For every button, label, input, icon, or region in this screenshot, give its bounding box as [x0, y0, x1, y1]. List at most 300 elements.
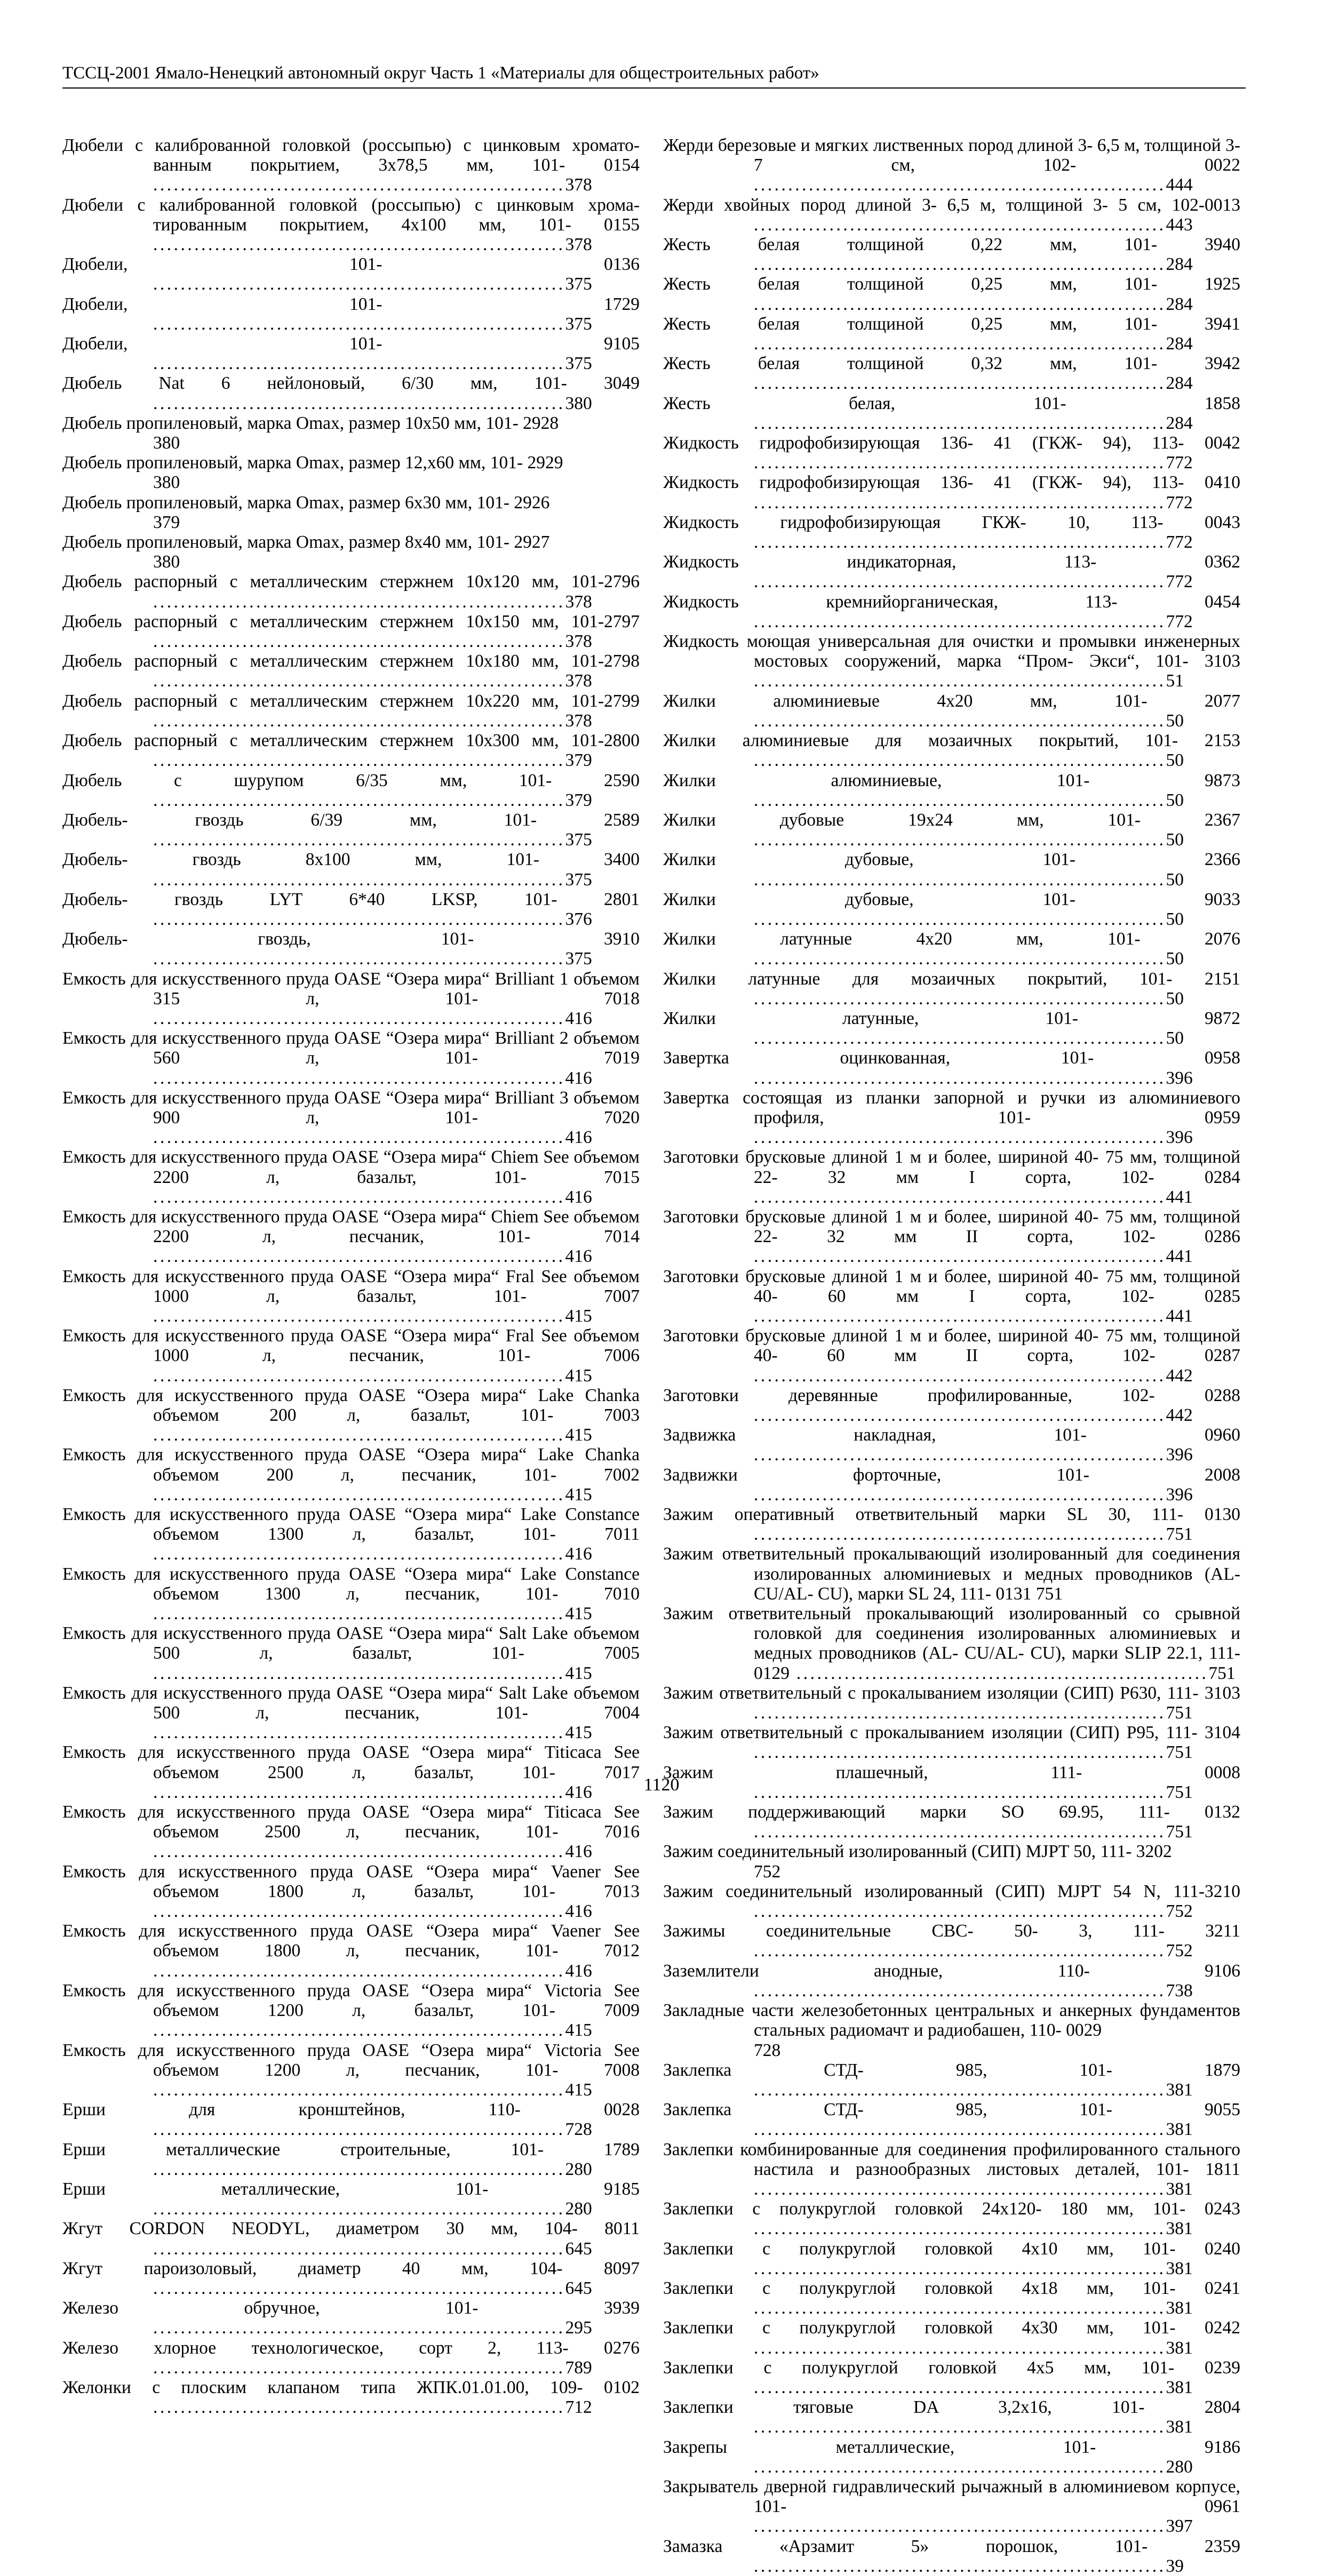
entry-page-number: 284	[1166, 373, 1193, 394]
entry-page-number: 51	[1166, 671, 1184, 691]
index-entry	[62, 929, 640, 969]
dot-leader: ............................................................	[754, 1365, 1166, 1386]
entry-page-number: 381	[1166, 2179, 1193, 2199]
index-entry	[62, 1802, 640, 1862]
index-entry	[663, 1088, 1240, 1148]
index-entry	[663, 1048, 1240, 1087]
entry-page-number: 50	[1166, 830, 1184, 850]
index-entry	[663, 1683, 1240, 1723]
entry-text: Дюбель Nat 6 нейлоновый, 6/30 мм, 101- 3049	[62, 373, 640, 394]
index-entry	[62, 135, 640, 195]
index-entry	[62, 1267, 640, 1326]
index-entry	[62, 532, 640, 572]
dot-leader: ............................................................	[754, 2457, 1166, 2477]
dot-leader: ............................................................	[754, 1028, 1166, 1049]
entry-text: Жилки дубовые 19х24 мм, 101- 2367	[663, 810, 1240, 830]
entry-page-number: 380	[153, 433, 180, 453]
dot-leader: ............................................................	[153, 354, 565, 374]
index-entry	[663, 890, 1240, 929]
entry-page-number: 379	[153, 512, 180, 532]
entry-text: Емкость для искусственного пруда OASE “Озера мира“ Lake Chanka объемом 200 л, базальт, 101- 7003	[62, 1385, 640, 1425]
entry-text: Заклепки с полукруглой головкой 4х5 мм, 101- 0239	[663, 2357, 1240, 2378]
entry-text: Завертка оцинкованная, 101- 0958	[663, 1048, 1240, 1068]
entry-text: Жилки латунные 4х20 мм, 101- 2076	[663, 929, 1240, 949]
index-entry	[62, 195, 640, 255]
dot-leader: ............................................................	[153, 631, 565, 652]
index-entry	[62, 2041, 640, 2100]
entry-text: Заклепка СТД- 985, 101- 1879	[663, 2060, 1240, 2080]
entry-page-number: 442	[1166, 1365, 1193, 1386]
index-entry	[663, 354, 1240, 393]
index-entry	[62, 1921, 640, 1981]
entry-page-number: 375	[565, 869, 592, 890]
index-entry	[663, 691, 1240, 731]
entry-page-number: 50	[1166, 1028, 1184, 1049]
dot-leader: ............................................................	[754, 254, 1166, 275]
index-entry	[62, 2219, 640, 2258]
entry-text: Заготовки брусковые длиной 1 м и более, шириной 40- 75 мм, толщиной 22- 32 мм II сорта, 102- 0286	[663, 1206, 1240, 1247]
entry-page-number: 751	[1166, 1742, 1193, 1763]
dot-leader: ............................................................	[153, 2397, 565, 2418]
entry-text: Зажим плашечный, 111- 0008	[663, 1762, 1240, 1782]
index-entry	[62, 2140, 640, 2179]
entry-page-number: 444	[1166, 175, 1193, 195]
dot-leader: ............................................................	[153, 1068, 565, 1088]
index-entry	[663, 631, 1240, 691]
entry-text: Заклепки с полукруглой головкой 4х10 мм, 101- 0240	[663, 2238, 1240, 2259]
dot-leader: ............................................................	[754, 988, 1166, 1009]
dot-leader: ............................................................	[754, 373, 1166, 394]
dot-leader: ............................................................	[754, 1127, 1166, 1148]
index-entry	[663, 195, 1240, 235]
entry-page-number: 375	[565, 314, 592, 334]
index-entry	[663, 1723, 1240, 1762]
index-entry	[663, 2001, 1240, 2060]
index-entry	[663, 2199, 1240, 2238]
index-entry	[663, 1802, 1240, 1842]
dot-leader: ............................................................	[153, 710, 565, 731]
entry-page-number: 381	[1166, 2338, 1193, 2358]
entry-text: Желонки с плоским клапаном типа ЖПК.01.01.00, 109- 0102	[62, 2377, 640, 2397]
index-entry	[663, 1842, 1240, 1881]
index-entry	[663, 2140, 1240, 2199]
entry-text: Зажим ответвительный прокалывающий изолированный со срывной головкой для соединения изолированных алюминиевых и медных проводников (AL- CU/AL- CU), марки SLIP 22.1, 111- 0129	[663, 1604, 1240, 1683]
entry-page-number: 728	[565, 2119, 592, 2140]
index-entry	[62, 254, 640, 294]
entry-page-number: 50	[1166, 710, 1184, 731]
entry-page-number: 379	[565, 790, 592, 810]
entry-page-number: 381	[1166, 2119, 1193, 2140]
entry-page-number: 284	[1166, 413, 1193, 433]
entry-page-number: 441	[1166, 1246, 1193, 1267]
index-entry	[62, 1445, 640, 1505]
entry-text: Заклепка СТД- 985, 101- 9055	[663, 2100, 1240, 2120]
entry-page-number: 416	[565, 1961, 592, 1981]
dot-leader: ............................................................	[754, 1524, 1166, 1545]
index-entry	[62, 2259, 640, 2298]
index-entry	[62, 2338, 640, 2378]
entry-page-number: 375	[565, 274, 592, 294]
index-entry	[663, 771, 1240, 810]
dot-leader: ............................................................	[153, 2357, 565, 2378]
index-entry	[62, 2378, 640, 2417]
index-entry	[663, 2537, 1240, 2576]
entry-text: Ерши для кронштейнов, 110- 0028	[62, 2100, 640, 2120]
entry-text: Заклепки комбинированные для соединения профилированного стального настила и разнообразных листовых деталей, 101- 1811	[663, 2139, 1240, 2179]
dot-leader: ............................................................	[153, 2199, 565, 2219]
entry-page-number: 415	[565, 1365, 592, 1386]
index-entry	[62, 850, 640, 889]
entry-page-number: 416	[565, 1068, 592, 1088]
entry-page-number: 728	[754, 2040, 781, 2060]
index-entry	[663, 2278, 1240, 2318]
index-entry	[663, 433, 1240, 473]
index-entry	[62, 651, 640, 691]
entry-text: Железо хлорное технологическое, сорт 2, 113- 0276	[62, 2338, 640, 2358]
entry-page-number: 378	[565, 591, 592, 612]
entry-text: Емкость для искусственного пруда OASE “Озера мира“ Vaener See объемом 1800 л, базальт, 101- 7013	[62, 1861, 640, 1901]
page-number: 1120	[643, 1775, 680, 1795]
entry-page-number: 381	[1166, 2258, 1193, 2278]
entry-text: Задвижка накладная, 101- 0960	[663, 1425, 1240, 1445]
entry-page-number: 415	[565, 1723, 592, 1743]
dot-leader: ............................................................	[754, 790, 1166, 810]
entry-text: Зажим соединительный изолированный (СИП) MJPT 54 N, 111-3210	[663, 1881, 1240, 1901]
entry-page-number: 416	[565, 1187, 592, 1207]
entry-text: Емкость для искусственного пруда OASE “Озера мира“ Lake Constance объемом 1300 л, базальт, 101- 7011	[62, 1505, 640, 1545]
entry-text: Жесть белая толщиной 0,25 мм, 101- 3941	[663, 314, 1240, 334]
index-entry	[663, 592, 1240, 631]
entry-page-number: 381	[1166, 2417, 1193, 2437]
index-entry	[663, 2437, 1240, 2477]
dot-leader: ............................................................	[754, 334, 1166, 354]
index-entry	[62, 453, 640, 492]
entry-text: Зажим соединительный изолированный (СИП) MJPT 50, 111- 3202	[663, 1842, 1172, 1862]
entry-page-number: 397	[1166, 2516, 1193, 2537]
dot-leader: ............................................................	[153, 1544, 565, 1564]
entry-page-number: 380	[565, 393, 592, 413]
index-entry	[62, 612, 640, 651]
dot-leader: ............................................................	[754, 2119, 1166, 2140]
dot-leader: ............................................................	[754, 611, 1166, 631]
index-entry	[62, 1623, 640, 1683]
entry-page-number: 645	[565, 2238, 592, 2259]
entry-text: Жилки алюминиевые 4х20 мм, 101- 2077	[663, 691, 1240, 711]
index-entry	[663, 2358, 1240, 2397]
index-entry	[62, 2179, 640, 2219]
entry-text: Заклепки с полукруглой головкой 24х120- 180 мм, 101- 0243	[663, 2199, 1240, 2219]
entry-page-number: 772	[1166, 453, 1193, 473]
index-entry	[62, 1207, 640, 1267]
entry-page-number: 396	[1166, 1068, 1193, 1088]
entry-page-number: 50	[1166, 790, 1184, 810]
dot-leader: ............................................................	[153, 1782, 565, 1802]
index-column-right	[663, 135, 1240, 2576]
index-entry	[663, 2397, 1240, 2437]
index-entry	[663, 1207, 1240, 1267]
index-entry	[62, 1147, 640, 1207]
entry-page-number: 50	[1166, 750, 1184, 771]
entry-text: Жилки латунные для мозаичных покрытий, 101- 2151	[663, 969, 1240, 989]
entry-page-number: 378	[565, 235, 592, 255]
dot-leader: ............................................................	[153, 2238, 565, 2259]
index-entry	[62, 810, 640, 850]
dot-leader: ............................................................	[153, 175, 565, 195]
entry-text: Жилки алюминиевые, 101- 9873	[663, 770, 1240, 790]
entry-page-number: 415	[565, 1604, 592, 1624]
entry-text: Ерши металлические, 101- 9185	[62, 2179, 640, 2199]
dot-leader: ............................................................	[153, 790, 565, 810]
entry-text: Емкость для искусственного пруда OASE “Озера мира“ Salt Lake объемом 500 л, базальт, 101- 7005	[62, 1623, 640, 1663]
entry-text: Дюбель пропиленовый, марка Omax, размер 6х30 мм, 101- 2926	[62, 492, 550, 513]
dot-leader: ............................................................	[754, 453, 1166, 473]
entry-page-number: 375	[565, 830, 592, 850]
dot-leader: ............................................................	[153, 909, 565, 929]
dot-leader: ............................................................	[153, 1306, 565, 1326]
dot-leader: ............................................................	[153, 2278, 565, 2298]
dot-leader: ............................................................	[754, 830, 1166, 850]
entry-page-number: 751	[1166, 1822, 1193, 1842]
index-entry	[663, 1505, 1240, 1544]
entry-page-number: 416	[565, 1782, 592, 1802]
entry-text: Дюбель- гвоздь, 101- 3910	[62, 929, 640, 949]
dot-leader: ............................................................	[754, 1980, 1166, 2001]
entry-text: Задвижки форточные, 101- 2008	[663, 1465, 1240, 1485]
index-entry	[663, 2060, 1240, 2100]
entry-page-number: 772	[1166, 492, 1193, 513]
index-entry	[663, 394, 1240, 433]
dot-leader: ............................................................	[153, 1961, 565, 1981]
entry-text: Жидкость индикаторная, 113- 0362	[663, 552, 1240, 572]
index-entry	[663, 1961, 1240, 2001]
entry-page-number: 751	[1166, 1782, 1193, 1802]
dot-leader: ............................................................	[153, 1246, 565, 1267]
entry-text: Железо обручное, 101- 3939	[62, 2298, 640, 2318]
entry-text: Закрыватель дверной гидравлический рычажный в алюминиевом корпусе, 101- 0961	[663, 2476, 1240, 2517]
entry-text: Емкость для искусственного пруда OASE “Озера мира“ Victoria See объемом 1200 л, песчаник, 101- 7008	[62, 2040, 640, 2080]
dot-leader: ............................................................	[754, 572, 1166, 592]
dot-leader: ............................................................	[153, 949, 565, 969]
dot-leader: ............................................................	[153, 671, 565, 691]
entry-page-number: 416	[565, 1544, 592, 1564]
entry-page-number: 379	[565, 750, 592, 771]
entry-text: Дюбели, 101- 0136	[62, 254, 640, 275]
entry-page-number: 381	[1166, 2298, 1193, 2318]
entry-text: Заготовки деревянные профилированные, 102- 0288	[663, 1385, 1240, 1405]
dot-leader: ............................................................	[754, 1782, 1166, 1802]
index-entry	[663, 1267, 1240, 1326]
entry-text: Жерди березовые и мягких лиственных пород длиной 3- 6,5 м, толщиной 3- 7 см, 102- 0022	[663, 135, 1240, 175]
entry-text: Жидкость моющая универсальная для очистки и промывки инженерных мостовых сооружений, марка “Пром- Экси“, 101- 3103	[663, 631, 1240, 671]
index-entry	[62, 2100, 640, 2139]
entry-text: Емкость для искусственного пруда OASE “Озера мира“ Fral See объемом 1000 л, песчаник, 101- 7006	[62, 1326, 640, 1366]
index-entry	[663, 314, 1240, 354]
entry-page-number: 416	[565, 1901, 592, 1922]
entry-text: Замазка «Арзамит 5» порошок, 101- 2359	[663, 2536, 1240, 2556]
entry-page-number: 376	[565, 909, 592, 929]
dot-leader: ............................................................	[153, 274, 565, 294]
index-entry	[62, 1088, 640, 1148]
entry-text: Завертка состоящая из планки запорной и ручки из алюминиевого профиля, 101- 0959	[663, 1087, 1240, 1127]
index-entry	[62, 334, 640, 373]
index-entry	[62, 890, 640, 929]
dot-leader: ............................................................	[153, 2119, 565, 2140]
index-entry	[663, 1921, 1240, 1961]
index-entry	[663, 2318, 1240, 2357]
dot-leader: ............................................................	[153, 1663, 565, 1683]
entry-text: Емкость для искусственного пруда OASE “Озера мира“ Titicaca See объемом 2500 л, песчаник, 101- 7016	[62, 1802, 640, 1842]
entry-text: Жесть белая толщиной 0,22 мм, 101- 3940	[663, 235, 1240, 255]
index-entry	[62, 493, 640, 532]
entry-page-number: 284	[1166, 254, 1193, 275]
index-entry	[663, 235, 1240, 274]
header-rule	[62, 87, 1246, 89]
dot-leader: ............................................................	[754, 2219, 1166, 2239]
dot-leader: ............................................................	[153, 830, 565, 850]
entry-text: Жесть белая, 101- 1858	[663, 393, 1240, 413]
entry-page-number: 441	[1166, 1187, 1193, 1207]
entry-text: Зажимы соединительные СВС- 50- 3, 111- 3211	[663, 1921, 1240, 1941]
entry-text: Заготовки брусковые длиной 1 м и более, шириной 40- 75 мм, толщиной 40- 60 мм I сорта, 102- 0285	[663, 1266, 1240, 1306]
entry-page-number: 415	[565, 1484, 592, 1505]
dot-leader: ............................................................	[153, 591, 565, 612]
entry-text: Дюбель распорный с металлическим стержнем 10х120 мм, 101-2796	[62, 572, 640, 592]
index-column-left	[62, 135, 640, 2417]
entry-page-number: 415	[565, 1306, 592, 1326]
entry-page-number: 751	[1166, 1524, 1193, 1545]
entry-text: Жидкость гидрофобизирующая 136- 41 (ГКЖ- 94), 113- 0410	[663, 473, 1240, 493]
entry-page-number: 416	[565, 1246, 592, 1267]
index-entry	[62, 1326, 640, 1386]
index-entry	[663, 929, 1240, 969]
index-entry	[62, 969, 640, 1029]
index-entry	[663, 810, 1240, 850]
dot-leader: ............................................................	[153, 2159, 565, 2179]
entry-page-number: 50	[1166, 909, 1184, 929]
dot-leader: ............................................................	[754, 492, 1166, 513]
dot-leader: ............................................................	[153, 750, 565, 771]
dot-leader: ............................................................	[754, 175, 1166, 195]
entry-page-number: 295	[565, 2318, 592, 2338]
entry-page-number: 378	[565, 175, 592, 195]
dot-leader: ............................................................	[754, 2377, 1166, 2397]
entry-text: Дюбель распорный с металлическим стержнем 10х180 мм, 101-2798	[62, 651, 640, 671]
entry-text: Жгут пароизоловый, диаметр 40 мм, 104- 8097	[62, 2258, 640, 2278]
dot-leader: ............................................................	[754, 2298, 1166, 2318]
entry-page-number: 375	[565, 949, 592, 969]
dot-leader: ............................................................	[754, 710, 1166, 731]
dot-leader: ............................................................	[754, 1187, 1166, 1207]
entry-page-number: 50	[1166, 949, 1184, 969]
entry-text: Закладные части железобетонных центральных и анкерных фундаментов стальных радиомачт и радиобашен, 110- 0029	[663, 2001, 1240, 2041]
entry-text: Емкость для искусственного пруда OASE “Озера мира“ Chiem See объемом 2200 л, песчаник, 101- 7014	[62, 1206, 640, 1247]
entry-page-number: 416	[565, 1008, 592, 1028]
entry-text: Дюбели с калиброванной головкой (россыпью) с цинковым хрома-тированным покрытием, 4х100 мм, 101- 0155	[62, 195, 640, 235]
entry-text: Закрепы металлические, 101- 9186	[663, 2437, 1240, 2457]
entry-page-number: 772	[1166, 532, 1193, 553]
index-entry	[62, 771, 640, 810]
dot-leader: ............................................................	[153, 314, 565, 334]
dot-leader: ............................................................	[754, 1246, 1166, 1267]
index-entry	[663, 1465, 1240, 1505]
index-entry	[663, 731, 1240, 770]
entry-page-number: 280	[565, 2199, 592, 2219]
entry-page-number: 396	[1166, 1484, 1193, 1505]
entry-text: Жгут CORDON NEODYL, диаметром 30 мм, 104- 8011	[62, 2219, 640, 2239]
dot-leader: ............................................................	[754, 2516, 1166, 2537]
entry-text: Заземлители анодные, 110- 9106	[663, 1961, 1240, 1981]
entry-text: Дюбели, 101- 9105	[62, 334, 640, 354]
entry-page-number: 284	[1166, 294, 1193, 314]
entry-text: Емкость для искусственного пруда OASE “Озера мира“ Lake Constance объемом 1300 л, песчаник, 101- 7010	[62, 1564, 640, 1604]
dot-leader: ............................................................	[153, 1723, 565, 1743]
dot-leader: ............................................................	[153, 1901, 565, 1922]
entry-page-number: 442	[1166, 1405, 1193, 1425]
dot-leader: ............................................................	[754, 1742, 1166, 1763]
index-entry	[62, 1564, 640, 1624]
dot-leader: ............................................................	[153, 235, 565, 255]
index-entry	[663, 2100, 1240, 2139]
entry-page-number: 772	[1166, 572, 1193, 592]
entry-text: Заготовки брусковые длиной 1 м и более, шириной 40- 75 мм, толщиной 22- 32 мм I сорта, 102- 0284	[663, 1147, 1240, 1187]
dot-leader: ............................................................	[153, 869, 565, 890]
entry-text: Заклепки тяговые DA 3,2х16, 101- 2804	[663, 2397, 1240, 2418]
entry-page-number: 645	[565, 2278, 592, 2298]
entry-page-number: 50	[1166, 869, 1184, 890]
entry-text: Емкость для искусственного пруда OASE “Озера мира“ Brilliant 1 объемом 315 л, 101- 7018	[62, 969, 640, 1009]
entry-text: Зажим поддерживающий марки SO 69.95, 111- 0132	[663, 1802, 1240, 1822]
entry-page-number: 381	[1166, 2377, 1193, 2397]
entry-page-number: 50	[1166, 988, 1184, 1009]
index-entry	[663, 1425, 1240, 1465]
entry-text: Жидкость гидрофобизирующая 136- 41 (ГКЖ- 94), 113- 0042	[663, 433, 1240, 453]
dot-leader: ............................................................	[754, 1405, 1166, 1425]
index-entry	[663, 1386, 1240, 1425]
dot-leader: ............................................................	[153, 1484, 565, 1505]
entry-page-number: 380	[153, 473, 180, 493]
dot-leader: ............................................................	[754, 2556, 1166, 2576]
entry-text: Жидкость кремнийорганическая, 113- 0454	[663, 591, 1240, 612]
index-entry	[663, 1326, 1240, 1386]
entry-page-number: 380	[153, 552, 180, 572]
entry-text: Жидкость гидрофобизирующая ГКЖ- 10, 113- 0043	[663, 512, 1240, 532]
dot-leader: ............................................................	[754, 1941, 1166, 1961]
entry-text: Жилки латунные, 101- 9872	[663, 1008, 1240, 1028]
dot-leader: ............................................................	[754, 1901, 1166, 1922]
entry-page-number: 396	[1166, 1445, 1193, 1465]
dot-leader: ............................................................	[754, 413, 1166, 433]
entry-text: Дюбель- гвоздь 6/39 мм, 101- 2589	[62, 810, 640, 830]
dot-leader: ............................................................	[754, 1068, 1166, 1088]
dot-leader: ............................................................	[754, 294, 1166, 314]
index-entry	[62, 294, 640, 334]
index-entry	[62, 413, 640, 453]
index-entry	[62, 691, 640, 731]
entry-text: Дюбель- гвоздь LYT 6*40 LKSP, 101- 2801	[62, 889, 640, 909]
entry-text: Жилки алюминиевые для мозаичных покрытий, 101- 2153	[663, 731, 1240, 751]
dot-leader: ............................................................	[754, 1445, 1166, 1465]
entry-page-number: 280	[565, 2159, 592, 2179]
entry-text: Емкость для искусственного пруда OASE “Озера мира“ Vaener See объемом 1800 л, песчаник, 101- 7012	[62, 1921, 640, 1961]
index-entry	[663, 1544, 1240, 1604]
index-entry	[663, 1604, 1240, 1683]
entry-page-number: 381	[1166, 2079, 1193, 2100]
entry-page-number: 416	[565, 1127, 592, 1148]
dot-leader: ............................................................	[153, 1842, 565, 1862]
dot-leader: ............................................................	[754, 2258, 1166, 2278]
entry-text: Зажим оперативный ответвительный марки SL 30, 111- 0130	[663, 1505, 1240, 1525]
entry-page-number: 378	[565, 631, 592, 652]
